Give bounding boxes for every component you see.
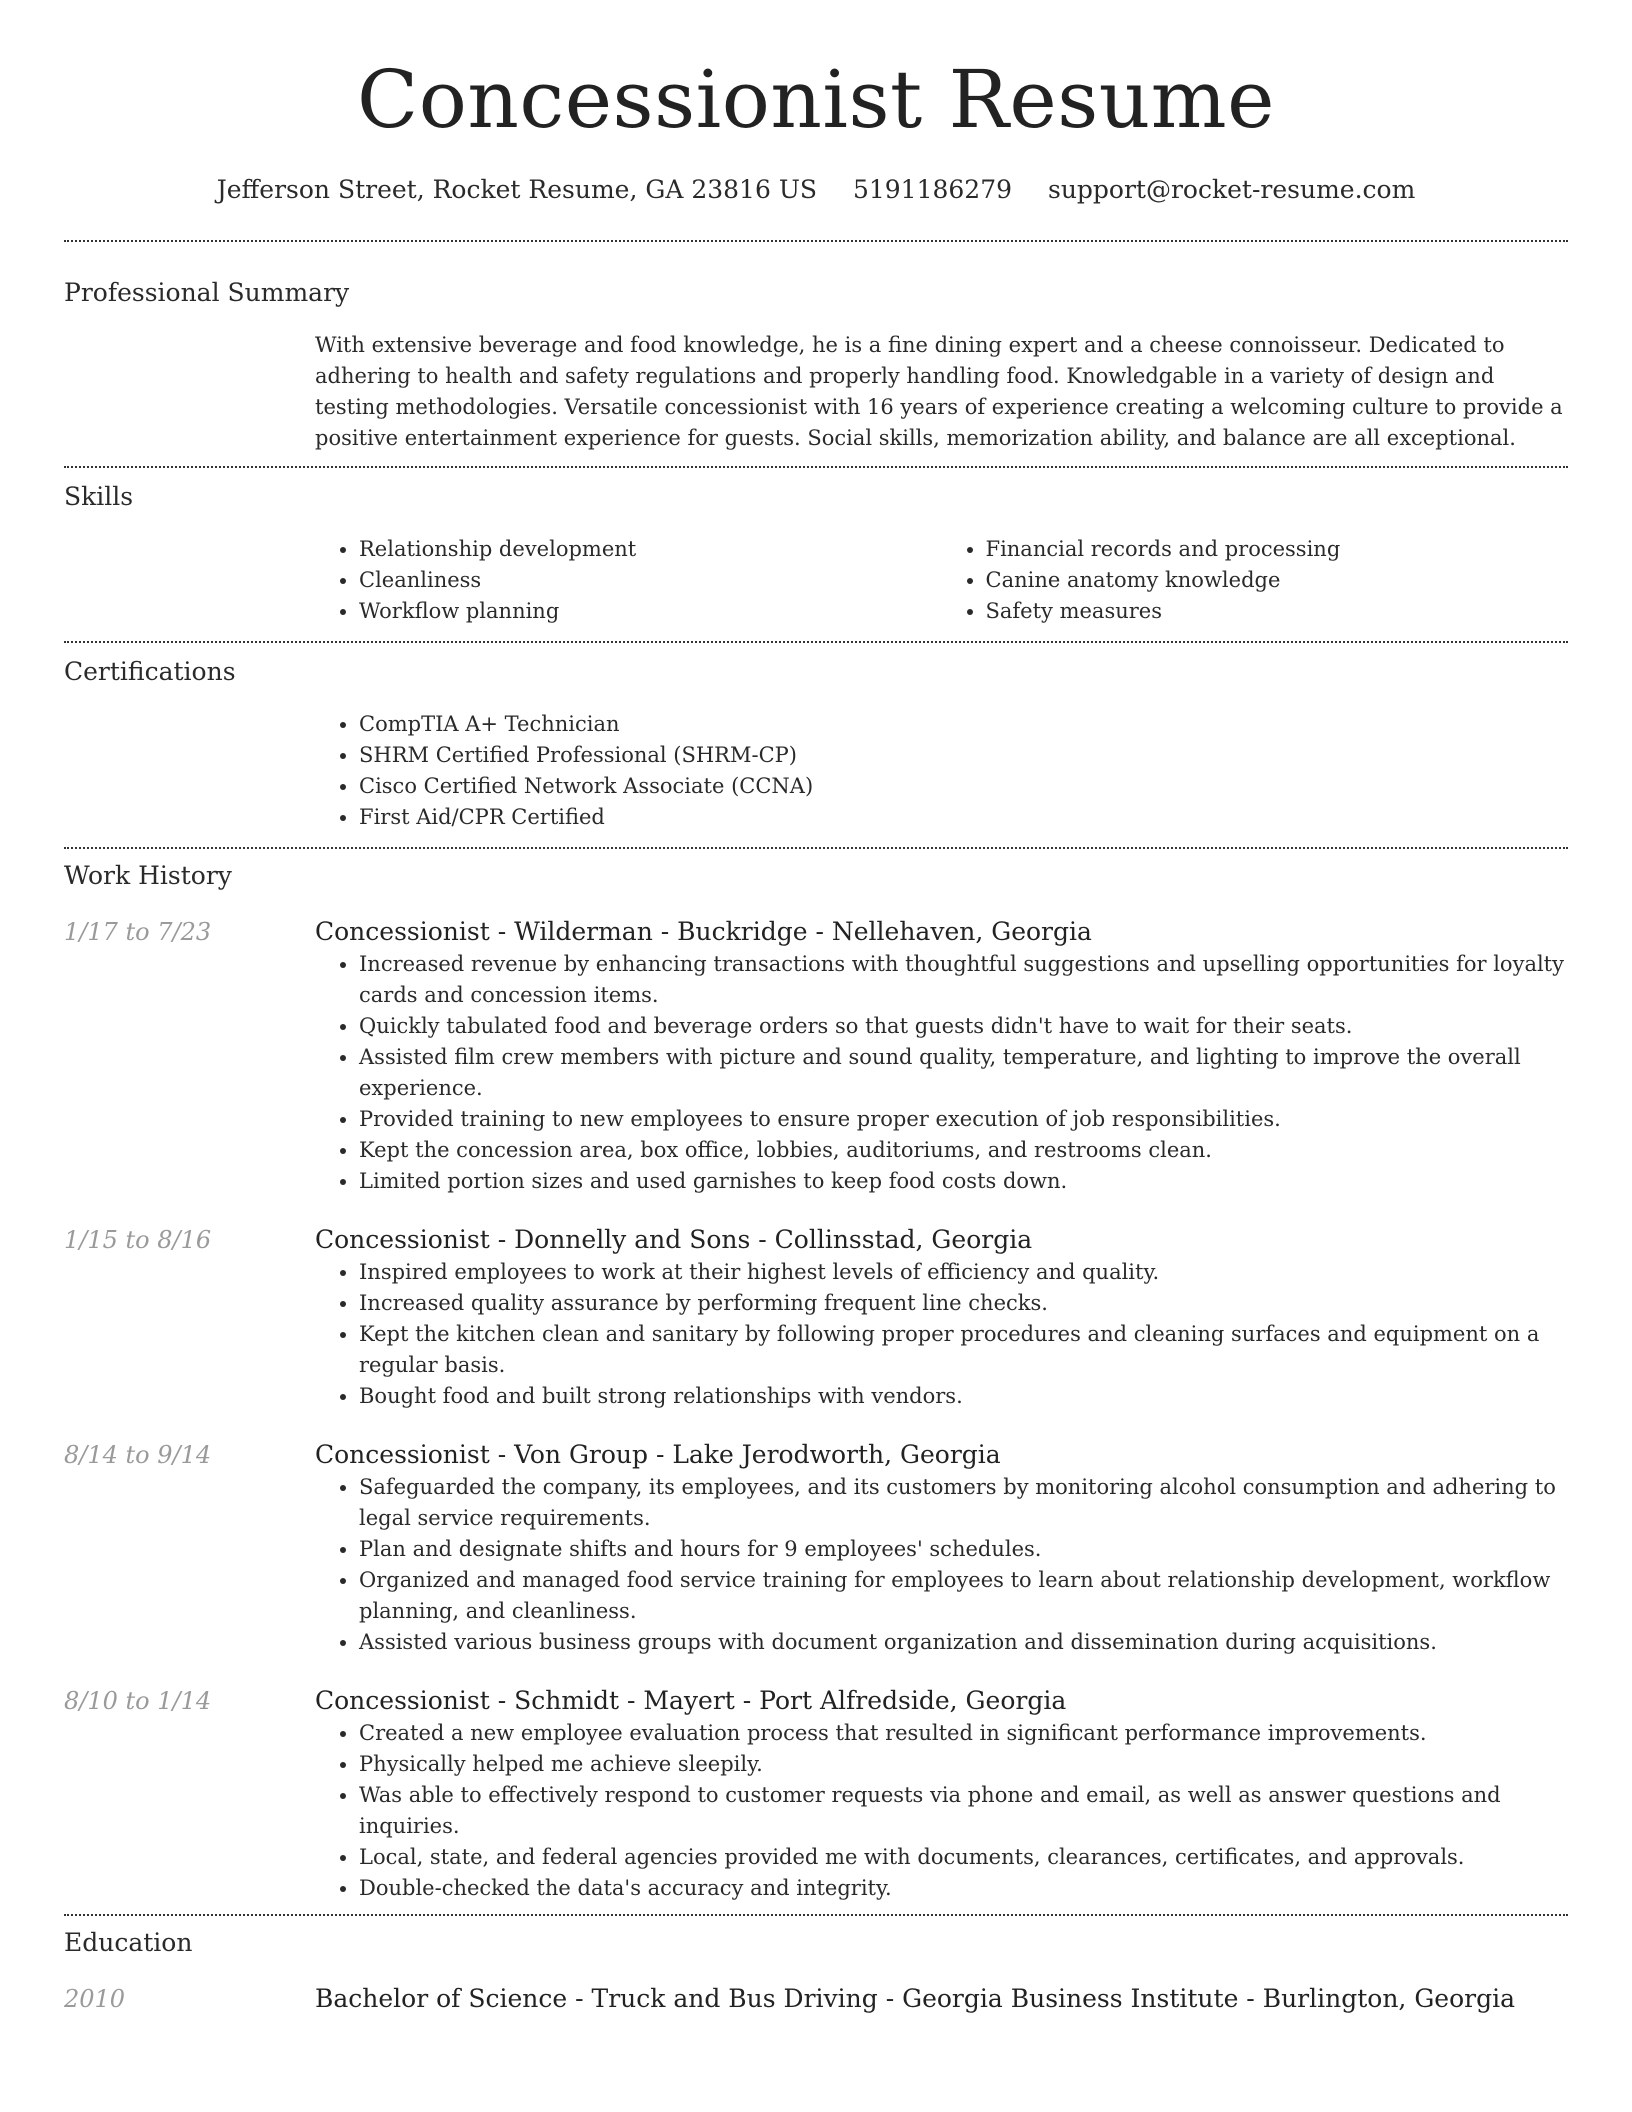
job-entry <box>64 1438 1568 1658</box>
education-heading: Education <box>64 1928 193 1957</box>
list-item: • Cleanliness <box>359 565 942 596</box>
list-item: • Created a new employee evaluation process that resulted in significant performance improvements. <box>359 1718 1568 1749</box>
job-entry <box>64 915 1568 1197</box>
list-item: • Bought food and built strong relationships with vendors. <box>359 1381 1568 1412</box>
list-item: • Financial records and processing <box>986 534 1569 565</box>
certifications-list <box>315 709 1568 833</box>
contact-email: support@rocket-resume.com <box>1047 175 1416 204</box>
list-item: • Inspired employees to work at their highest levels of efficiency and quality. <box>359 1257 1568 1288</box>
work-history-heading: Work History <box>64 861 232 890</box>
job-entry <box>64 1684 1568 1904</box>
list-item: • SHRM Certified Professional (SHRM-CP) <box>359 740 1568 771</box>
summary-heading: Professional Summary <box>64 278 350 307</box>
education-year: 2010 <box>64 1985 126 2013</box>
job-bullets <box>315 1472 1568 1658</box>
skills-list-right <box>942 534 1569 627</box>
list-item: • Limited portion sizes and used garnishes to keep food costs down. <box>359 1166 1568 1197</box>
skills-list-left <box>315 534 942 627</box>
resume-page <box>64 0 1568 2016</box>
job-bullets <box>315 1257 1568 1412</box>
list-item: • CompTIA A+ Technician <box>359 709 1568 740</box>
list-item: • Assisted film crew members with picture and sound quality, temperature, and lighting to improve the overall experience. <box>359 1042 1568 1104</box>
list-item: • Cisco Certified Network Associate (CCNA) <box>359 771 1568 802</box>
list-item: • Assisted various business groups with document organization and dissemination during acquisitions. <box>359 1627 1568 1658</box>
list-item: • Workflow planning <box>359 596 942 627</box>
job-entry <box>64 1223 1568 1412</box>
list-item: • Increased quality assurance by performing frequent line checks. <box>359 1288 1568 1319</box>
list-item: • Local, state, and federal agencies provided me with documents, clearances, certificates, and approvals. <box>359 1842 1568 1873</box>
list-item: • Organized and managed food service training for employees to learn about relationship development, workflow planning, and cleanliness. <box>359 1565 1568 1627</box>
list-item: • Kept the kitchen clean and sanitary by following proper procedures and cleaning surfaces and equipment on a regular basis. <box>359 1319 1568 1381</box>
work-history-section <box>64 849 1568 1904</box>
job-dates: 8/10 to 1/14 <box>64 1687 212 1715</box>
certifications-heading: Certifications <box>64 657 236 686</box>
summary-text: With extensive beverage and food knowledge, he is a fine dining expert and a cheese connoisseur. Dedicated to adhering to health and safety regulations and properly handling food. Knowledgable in a variety of design and testing methodologies. Versatile concessionist with 16 years of experience creating a welcoming culture to provide a positive entertainment experience for guests. Social skills, memorization ability, and balance are all exceptional. <box>315 333 1563 450</box>
job-title: Concessionist - Von Group - Lake Jerodworth, Georgia <box>315 1440 1001 1469</box>
list-item: • Safety measures <box>986 596 1569 627</box>
list-item: • Increased revenue by enhancing transactions with thoughtful suggestions and upselling opportunities for loyalty cards and concession items. <box>359 949 1568 1011</box>
job-dates: 8/14 to 9/14 <box>64 1441 212 1469</box>
job-dates: 1/15 to 8/16 <box>64 1226 212 1254</box>
certifications-section <box>64 643 1568 833</box>
job-title: Concessionist - Wilderman - Buckridge - Nellehaven, Georgia <box>315 917 1092 946</box>
list-item: • Canine anatomy knowledge <box>986 565 1569 596</box>
skills-section <box>64 468 1568 627</box>
list-item: • Relationship development <box>359 534 942 565</box>
list-item: • Quickly tabulated food and beverage orders so that guests didn't have to wait for their seats. <box>359 1011 1568 1042</box>
summary-section <box>64 242 1568 454</box>
list-item: • Double-checked the data's accuracy and integrity. <box>359 1873 1568 1904</box>
job-dates: 1/17 to 7/23 <box>64 918 212 946</box>
education-section <box>64 1916 1568 2016</box>
list-item: • Physically helped me achieve sleepily. <box>359 1749 1568 1780</box>
list-item: • Plan and designate shifts and hours for 9 employees' schedules. <box>359 1534 1568 1565</box>
contact-line <box>64 174 1568 206</box>
list-item: • Kept the concession area, box office, lobbies, auditoriums, and restrooms clean. <box>359 1135 1568 1166</box>
list-item: • Safeguarded the company, its employees, and its customers by monitoring alcohol consumption and adhering to legal service requirements. <box>359 1472 1568 1534</box>
education-title: Bachelor of Science - Truck and Bus Driving - Georgia Business Institute - Burlington, Georgia <box>315 1984 1515 2013</box>
contact-address: Jefferson Street, Rocket Resume, GA 23816 US <box>216 175 818 204</box>
contact-phone: 5191186279 <box>852 175 1013 204</box>
list-item: • First Aid/CPR Certified <box>359 802 1568 833</box>
job-bullets <box>315 949 1568 1197</box>
job-title: Concessionist - Schmidt - Mayert - Port Alfredside, Georgia <box>315 1686 1067 1715</box>
skills-heading: Skills <box>64 482 134 511</box>
list-item: • Was able to effectively respond to customer requests via phone and email, as well as answer questions and inquiries. <box>359 1780 1568 1842</box>
resume-title: Concessionist Resume <box>356 53 1275 146</box>
job-title: Concessionist - Donnelly and Sons - Collinsstad, Georgia <box>315 1225 1033 1254</box>
job-bullets <box>315 1718 1568 1904</box>
list-item: • Provided training to new employees to ensure proper execution of job responsibilities. <box>359 1104 1568 1135</box>
education-entry <box>64 1982 1568 2016</box>
